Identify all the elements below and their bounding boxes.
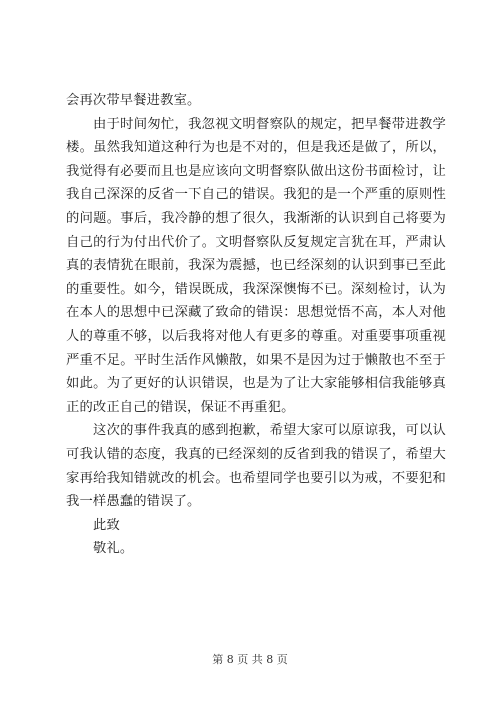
text-line: 这次的事件我真的感到抱歉，希望大家可以原谅我，可以认 — [93, 423, 446, 439]
text-line: 可我认错的态度，我真的已经深刻的反省到我的错误了，希望大 — [66, 446, 446, 462]
text-line: 如此。为了更好的认识错误，也是为了让大家能够相信我能够真 — [66, 376, 446, 392]
text-line: 由于时间匆忙，我忽视文明督察队的规定，把早餐带进教学 — [93, 116, 446, 132]
text-line: 我自己深深的反省一下自己的错误。我犯的是一个严重的原则性 — [66, 187, 446, 203]
text-line: 真的表情犹在眼前，我深为震撼，也已经深刻的认识到事已至此 — [66, 258, 446, 274]
text-line: 自己的行为付出代价了。文明督察队反复规定言犹在耳，严肃认 — [66, 234, 446, 250]
text-line: 严重不足。平时生活作风懒散，如果不是因为过于懒散也不至于 — [66, 352, 446, 368]
paragraph — [66, 113, 446, 420]
document-body — [66, 89, 446, 561]
text-line: 会再次带早餐进教室。 — [66, 93, 201, 108]
page-number-label: 第 8 页 共 8 页 — [212, 653, 288, 666]
page-footer — [0, 651, 500, 667]
text-line: 此致 — [93, 517, 120, 533]
text-line: 在本人的思想中已深藏了致命的错误：思想觉悟不高，本人对他 — [66, 305, 446, 321]
paragraph — [66, 89, 446, 113]
text-line: 楼。虽然我知道这种行为也是不对的，但是我还是做了，所以， — [66, 140, 446, 156]
text-line: 正的改正自己的错误，保证不再重犯。 — [66, 399, 295, 415]
paragraph — [66, 537, 446, 561]
paragraph — [66, 514, 446, 538]
paragraph — [66, 419, 446, 513]
text-line: 的重要性。如今，错误既成，我深深懊悔不已。深刻检讨，认为 — [66, 281, 446, 297]
text-line: 的问题。事后，我冷静的想了很久，我渐渐的认识到自己将要为 — [66, 210, 446, 226]
text-line: 我一样愚蠢的错误了。 — [66, 494, 201, 510]
text-line: 我觉得有必要而且也是应该向文明督察队做出这份书面检讨，让 — [66, 163, 446, 179]
text-line: 人的尊重不够，以后我将对他人有更多的尊重。对重要事项重视 — [66, 328, 446, 344]
text-line: 家再给我知错就改的机会。也希望同学也要引以为戒，不要犯和 — [66, 470, 446, 486]
text-line: 敬礼。 — [93, 541, 134, 557]
